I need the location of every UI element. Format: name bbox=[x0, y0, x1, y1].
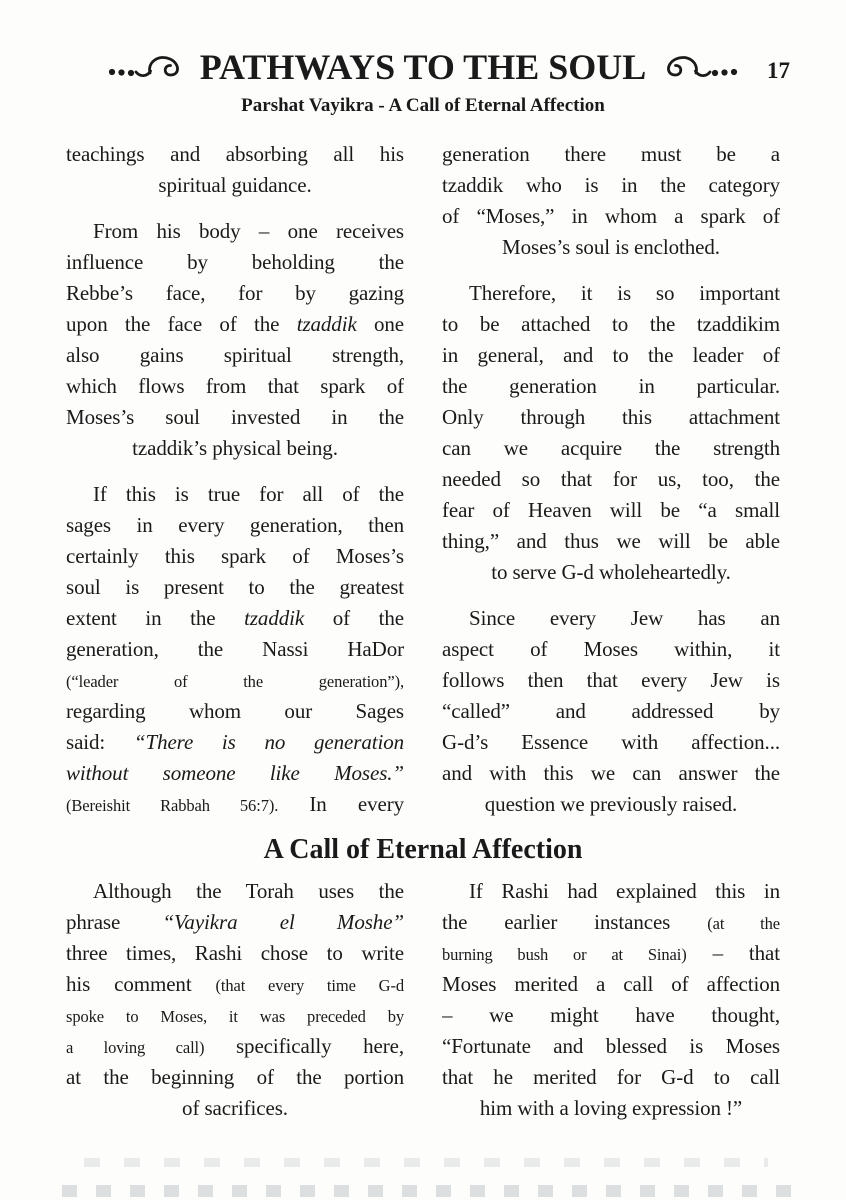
text-line bbox=[442, 170, 780, 201]
text-line bbox=[66, 139, 404, 170]
text-segment: (at the bbox=[707, 914, 780, 933]
text-line bbox=[442, 139, 780, 170]
text-segment: the earlier instances bbox=[442, 910, 708, 934]
text-segment: and with this we can answer the bbox=[442, 761, 780, 785]
text-segment: a loving call) bbox=[66, 1038, 205, 1057]
text-segment: phrase bbox=[66, 910, 163, 934]
flourish-left-icon bbox=[107, 52, 191, 82]
text-segment: (“leader of the generation”), bbox=[66, 672, 404, 691]
text-segment: Since every Jew has an bbox=[469, 606, 780, 630]
text-segment: tzaddik bbox=[244, 606, 305, 630]
bottom-section bbox=[0, 876, 846, 1124]
text-segment: one bbox=[356, 312, 404, 336]
text-segment: extent in the bbox=[66, 606, 245, 630]
text-line bbox=[66, 433, 404, 464]
text-line bbox=[66, 876, 404, 907]
text-line bbox=[66, 1000, 404, 1031]
text-segment: Moses’s soul invested in the bbox=[66, 405, 404, 429]
text-line bbox=[66, 665, 404, 696]
text-segment: needed so that for us, too, the bbox=[442, 467, 780, 491]
text-line bbox=[442, 1062, 780, 1093]
text-segment: him with a loving expression !” bbox=[479, 1096, 743, 1120]
text-segment: to serve G-d wholeheartedly. bbox=[491, 560, 731, 584]
text-segment: generation, the Nassi HaDor bbox=[66, 637, 404, 661]
top-section bbox=[0, 139, 846, 820]
text-line bbox=[442, 696, 780, 727]
text-line bbox=[66, 572, 404, 603]
text-line bbox=[442, 938, 780, 969]
text-line bbox=[442, 557, 780, 588]
text-line bbox=[66, 309, 404, 340]
text-line bbox=[442, 526, 780, 557]
paragraph bbox=[66, 479, 404, 820]
text-segment: spoke to Moses, it was preceded by bbox=[66, 1007, 404, 1026]
text-segment: – we might have thought, bbox=[442, 1003, 780, 1027]
text-line bbox=[66, 938, 404, 969]
top-right-column bbox=[442, 139, 780, 820]
text-segment: “Vayikra el Moshe” bbox=[162, 910, 404, 934]
text-segment: Although the Torah uses the bbox=[93, 879, 404, 903]
text-line bbox=[442, 495, 780, 526]
top-left-column bbox=[66, 139, 404, 820]
text-line bbox=[66, 247, 404, 278]
text-line bbox=[442, 665, 780, 696]
text-line bbox=[66, 758, 404, 789]
text-line bbox=[442, 340, 780, 371]
text-segment: “There is no generation bbox=[133, 730, 404, 754]
flourish-right-icon bbox=[655, 52, 739, 82]
text-segment: generation there must be a bbox=[442, 142, 780, 166]
text-line bbox=[66, 727, 404, 758]
text-line bbox=[66, 1093, 404, 1124]
text-line bbox=[66, 789, 404, 820]
text-line bbox=[442, 309, 780, 340]
text-segment: follows then that every Jew is bbox=[442, 668, 780, 692]
text-line bbox=[66, 1031, 404, 1062]
text-segment: If Rashi had explained this in bbox=[469, 879, 780, 903]
paragraph bbox=[66, 876, 404, 1124]
text-line bbox=[442, 1031, 780, 1062]
text-segment: burning bush or at Sinai) bbox=[442, 945, 687, 964]
text-segment: aspect of Moses within, it bbox=[442, 637, 780, 661]
text-line bbox=[66, 216, 404, 247]
text-line bbox=[442, 402, 780, 433]
page-bleed-artifact bbox=[62, 1185, 792, 1197]
text-line bbox=[442, 371, 780, 402]
text-segment: soul is present to the greatest bbox=[66, 575, 404, 599]
text-segment: the generation in particular. bbox=[442, 374, 780, 398]
text-line bbox=[442, 232, 780, 263]
text-segment: three times, Rashi chose to write bbox=[66, 941, 404, 965]
text-segment: Moses’s soul is enclothed. bbox=[502, 235, 720, 259]
text-segment: question we previously raised. bbox=[484, 792, 738, 816]
page-body bbox=[0, 139, 846, 1124]
text-line bbox=[66, 371, 404, 402]
text-segment: specifically here, bbox=[204, 1034, 404, 1058]
text-segment: without someone like Moses.” bbox=[66, 761, 404, 785]
text-segment: fear of Heaven will be “a small bbox=[442, 498, 780, 522]
text-segment: Rebbe’s face, for by gazing bbox=[66, 281, 404, 305]
text-line bbox=[66, 1062, 404, 1093]
paragraph bbox=[442, 139, 780, 263]
text-segment: – that bbox=[686, 941, 780, 965]
text-line bbox=[442, 603, 780, 634]
text-segment: of “Moses,” in whom a spark of bbox=[442, 204, 780, 228]
paragraph bbox=[442, 278, 780, 588]
page-header bbox=[0, 0, 846, 117]
text-line bbox=[442, 1093, 780, 1124]
text-segment: Therefore, it is so important bbox=[469, 281, 780, 305]
text-segment: G-d’s Essence with affection... bbox=[442, 730, 780, 754]
text-segment: From his body – one receives bbox=[93, 219, 404, 243]
page-subtitle: Parshat Vayikra - A Call of Eternal Affection bbox=[241, 95, 605, 116]
text-segment: certainly this spark of Moses’s bbox=[66, 544, 404, 568]
text-segment: “called” and addressed by bbox=[442, 699, 780, 723]
text-segment: If this is true for all of the bbox=[93, 482, 404, 506]
text-segment: thing,” and thus we will be able bbox=[442, 529, 780, 553]
text-segment: said: bbox=[66, 730, 134, 754]
bottom-left-column bbox=[66, 876, 404, 1124]
text-segment: influence by beholding the bbox=[66, 250, 404, 274]
text-line bbox=[442, 969, 780, 1000]
text-line bbox=[66, 170, 404, 201]
text-segment: tzaddik’s physical being. bbox=[132, 436, 338, 460]
text-line bbox=[442, 758, 780, 789]
text-line bbox=[442, 433, 780, 464]
text-segment: sages in every generation, then bbox=[66, 513, 404, 537]
text-segment: of sacrifices. bbox=[182, 1096, 288, 1120]
text-segment: spiritual guidance. bbox=[158, 173, 312, 197]
text-segment: (that every time G-d bbox=[215, 976, 404, 995]
paragraph bbox=[66, 139, 404, 201]
text-line bbox=[66, 479, 404, 510]
text-segment: (Bereishit Rabbah 56:7). bbox=[66, 796, 279, 815]
text-line bbox=[442, 278, 780, 309]
page-title: PATHWAYS TO THE SOUL bbox=[199, 47, 647, 87]
text-line bbox=[66, 969, 404, 1000]
text-line bbox=[442, 634, 780, 665]
text-line bbox=[66, 696, 404, 727]
text-segment: his comment bbox=[66, 972, 216, 996]
text-segment: “Fortunate and blessed is Moses bbox=[442, 1034, 780, 1058]
text-line bbox=[442, 1000, 780, 1031]
text-segment: at the beginning of the portion bbox=[66, 1065, 404, 1089]
text-segment: Moses merited a call of affection bbox=[442, 972, 780, 996]
text-segment: which flows from that spark of bbox=[66, 374, 404, 398]
text-segment: In every bbox=[278, 792, 404, 816]
text-segment: in general, and to the leader of bbox=[442, 343, 780, 367]
text-line bbox=[66, 603, 404, 634]
text-line bbox=[66, 402, 404, 433]
text-segment: of the bbox=[304, 606, 404, 630]
section-heading: A Call of Eternal Affection bbox=[263, 834, 583, 865]
paragraph bbox=[442, 603, 780, 820]
text-segment: tzaddik bbox=[296, 312, 357, 336]
text-line bbox=[66, 278, 404, 309]
text-line bbox=[66, 634, 404, 665]
text-line bbox=[442, 464, 780, 495]
text-line bbox=[66, 340, 404, 371]
text-line bbox=[442, 876, 780, 907]
text-line bbox=[66, 541, 404, 572]
text-line bbox=[66, 510, 404, 541]
text-segment: Only through this attachment bbox=[442, 405, 780, 429]
page-number: 17 bbox=[767, 58, 790, 83]
text-line bbox=[442, 907, 780, 938]
text-segment: to be attached to the tzaddikim bbox=[442, 312, 780, 336]
paragraph bbox=[66, 216, 404, 464]
bottom-right-column bbox=[442, 876, 780, 1124]
paragraph bbox=[442, 876, 780, 1124]
text-segment: that he merited for G-d to call bbox=[442, 1065, 780, 1089]
text-segment: tzaddik who is in the category bbox=[442, 173, 780, 197]
page-bleed-artifact bbox=[84, 1158, 768, 1167]
text-line bbox=[442, 789, 780, 820]
text-line bbox=[442, 201, 780, 232]
text-segment: teachings and absorbing all his bbox=[66, 142, 404, 166]
text-line bbox=[66, 907, 404, 938]
text-segment: regarding whom our Sages bbox=[66, 699, 404, 723]
text-segment: also gains spiritual strength, bbox=[66, 343, 404, 367]
text-segment: upon the face of the bbox=[66, 312, 297, 336]
text-line bbox=[442, 727, 780, 758]
title-row bbox=[0, 44, 846, 90]
text-segment: can we acquire the strength bbox=[442, 436, 780, 460]
